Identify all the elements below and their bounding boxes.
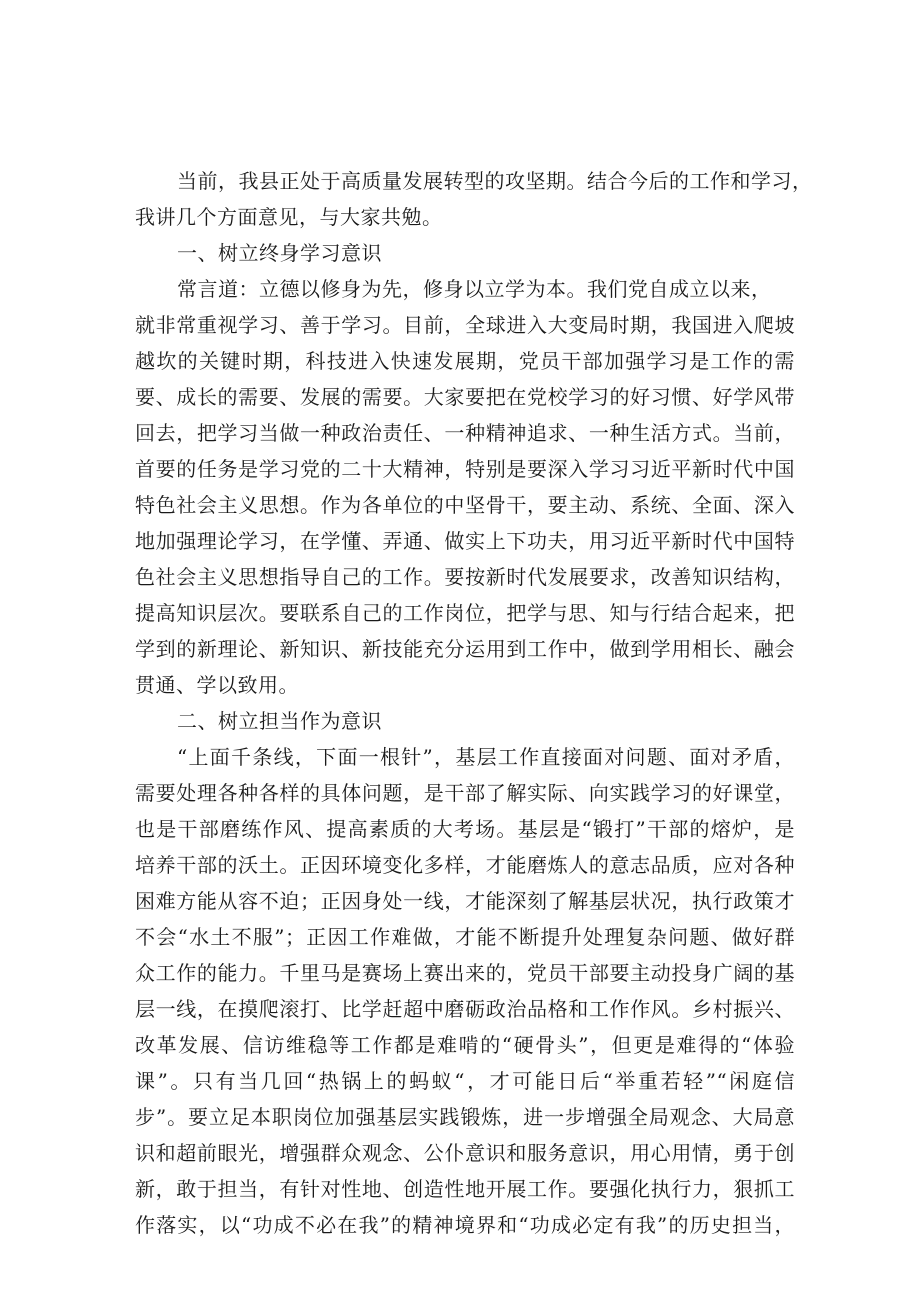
text-line: 新，敢于担当，有针对性地、创造性地开展工作。要强化执行力，狠抓工 — [135, 1177, 795, 1201]
text-line: 培养干部的沃土。正因环境变化多样，才能磨炼人的意志品质，应对各种 — [135, 853, 795, 877]
text-line: 需要处理各种各样的具体问题，是干部了解实际、向实践学习的好课堂， — [135, 781, 795, 805]
text-line: 贯通、学以致用。 — [135, 673, 299, 697]
text-line: 众工作的能力。千里马是赛场上赛出来的，党员干部要主动投身广阔的基 — [135, 961, 795, 985]
body-text — [135, 163, 813, 1243]
text-line: 地加强理论学习，在学懂、弄通、做实上下功夫，用习近平新时代中国特 — [135, 529, 795, 553]
text-line: 识和超前眼光，增强群众观念、公仆意识和服务意识，用心用情，勇于创 — [135, 1141, 795, 1165]
text-line: 提高知识层次。要联系自己的工作岗位，把学与思、知与行结合起来，把 — [135, 601, 795, 625]
text-line: 改革发展、信访维稳等工作都是难啃的“硬骨头”，但更是难得的“体验 — [135, 1033, 795, 1057]
text-line: 当前，我县正处于高质量发展转型的攻坚期。结合今后的工作和学习， — [177, 169, 813, 193]
text-line: 步”。要立足本职岗位加强基层实践锻炼，进一步增强全局观念、大局意 — [135, 1105, 795, 1129]
text-line: 特色社会主义思想。作为各单位的中坚骨干，要主动、系统、全面、深入 — [135, 493, 795, 517]
section-heading: 一、树立终身学习意识 — [177, 241, 382, 265]
text-line: 首要的任务是学习党的二十大精神，特别是要深入学习习近平新时代中国 — [135, 457, 795, 481]
text-line: 也是干部磨练作风、提高素质的大考场。基层是“锻打”干部的熔炉，是 — [135, 817, 795, 841]
text-line: 越坎的关键时期，科技进入快速发展期，党员干部加强学习是工作的需 — [135, 349, 795, 373]
text-line: 学到的新理论、新知识、新技能充分运用到工作中，做到学用相长、融会 — [135, 637, 795, 661]
text-line: 要、成长的需要、发展的需要。大家要把在党校学习的好习惯、好学风带 — [135, 385, 795, 409]
text-line: 回去，把学习当做一种政治责任、一种精神追求、一种生活方式。当前， — [135, 421, 795, 445]
text-line: “上面千条线，下面一根针”，基层工作直接面对问题、面对矛盾， — [177, 745, 795, 769]
section-heading: 二、树立担当作为意识 — [177, 709, 382, 733]
text-line: 就非常重视学习、善于学习。目前，全球进入大变局时期，我国进入爬坡 — [135, 313, 795, 337]
text-line: 层一线，在摸爬滚打、比学赶超中磨砺政治品格和工作作风。乡村振兴、 — [135, 997, 795, 1021]
text-line: 作落实，以“功成不必在我”的精神境界和“功成必定有我”的历史担当， — [135, 1213, 795, 1237]
text-line: 常言道：立德以修身为先，修身以立学为本。我们党自成立以来， — [177, 277, 772, 301]
text-line: 色社会主义思想指导自己的工作。要按新时代发展要求，改善知识结构， — [135, 565, 795, 589]
text-line: 困难方能从容不迫；正因身处一线，才能深刻了解基层状况，执行政策才 — [135, 889, 795, 913]
text-line: 不会“水土不服”；正因工作难做，才能不断提升处理复杂问题、做好群 — [135, 925, 795, 949]
text-line: 我讲几个方面意见，与大家共勉。 — [135, 205, 443, 229]
text-line: 课”。只有当几回“热锅上的蚂蚁“，才可能日后“举重若轻”“闲庭信 — [135, 1069, 795, 1093]
